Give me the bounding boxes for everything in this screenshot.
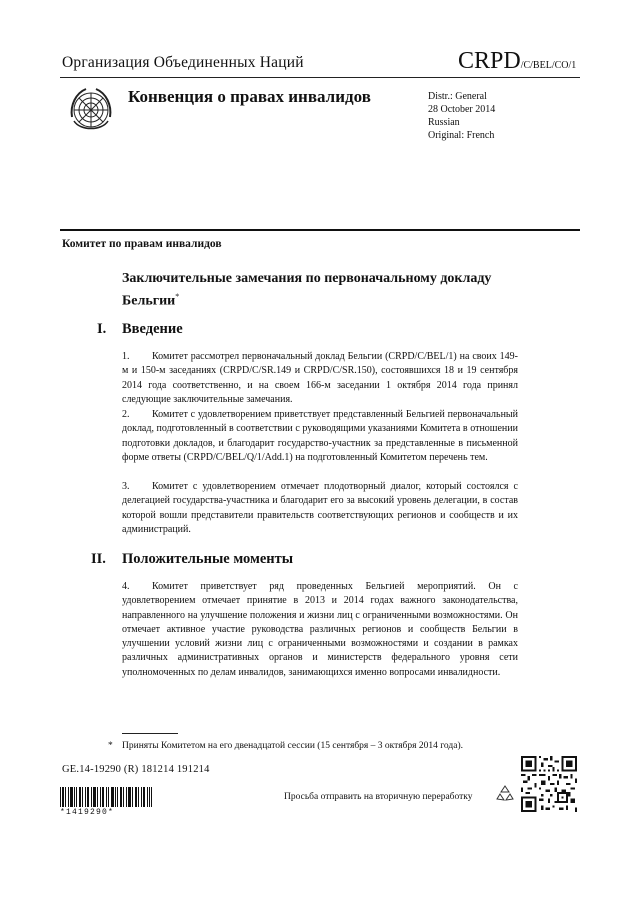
barcode-icon <box>60 787 152 807</box>
date-line: 28 October 2014 <box>428 104 496 115</box>
paragraph-number: 2. <box>122 409 130 420</box>
footnote-rule <box>122 733 178 734</box>
job-number: GE.14-19290 (R) 181214 191214 <box>62 764 210 775</box>
header-rule <box>60 77 580 78</box>
section-title: Положительные моменты <box>122 551 294 567</box>
organization-name: Организация Объединенных Наций <box>62 54 304 71</box>
barcode-text: *1419290* <box>60 808 115 817</box>
paragraph-text: Комитет приветствует ряд проведенных Бельгией мероприятий. Он с удовлетворением отмечает принятие в 2013 и 2014 годах важного законодательства, направленного на улучшение положения и жизни лиц с ограниченными возможностями. Он отмечает активное участие руководства различных регионов и сообществ Бельгии в улучшении условий жизни лиц с ограниченными возможностями и создании в рамках различных административных органов и министерств федерального уровня сети уполномоченных по делам инвалидов, занимающихся именно вопросами инвалидности. <box>122 581 518 678</box>
un-emblem-icon <box>64 83 118 137</box>
document-symbol <box>458 48 576 75</box>
document-title <box>122 270 522 311</box>
paragraph <box>122 480 518 537</box>
paragraph-number: 4. <box>122 581 130 592</box>
document-title-footnote-mark: * <box>175 292 180 301</box>
document-title-text: Заключительные замечания по первоначальному докладу Бельгии <box>122 271 492 309</box>
paragraph-number: 1. <box>122 351 130 362</box>
paragraph <box>122 580 518 680</box>
paragraph-number: 3. <box>122 481 130 492</box>
qr-code-icon <box>521 756 577 812</box>
recycle-note: Просьба отправить на вторичную переработку <box>284 792 473 802</box>
section-number: I. <box>97 321 107 337</box>
symbol-suffix: /C/BEL/CO/1 <box>520 60 577 71</box>
convention-title: Конвенция о правах инвалидов <box>128 87 371 106</box>
footnote-mark: * <box>108 741 113 751</box>
paragraph <box>122 408 518 465</box>
footnote <box>108 741 528 751</box>
recycle-icon <box>496 784 514 802</box>
footnote-text: Приняты Комитетом на его двенадцатой сессии (15 сентября – 3 октября 2014 года). <box>122 741 463 751</box>
title-rule <box>60 229 580 231</box>
language-line: Russian <box>428 117 460 128</box>
paragraph-text: Комитет рассмотрел первоначальный доклад Бельгии (CRPD/C/BEL/1) на своих 149-м и 150-м заседаниях (CRPD/C/SR.149 и CRPD/C/SR.150), состоявшихся 18 и 19 сентября 2014 года соответственно, и на своем 166-м заседании 1 октября 2014 года принял следующие заключительные замечания. <box>122 351 518 405</box>
paragraph <box>122 350 518 407</box>
distribution-block <box>428 90 495 142</box>
paragraph-text: Комитет с удовлетворением отмечает плодотворный диалог, который состоялся с делегацией государства-участника и благодарит его за высокий уровень делегации, в состав которой вошли представители правительств соответствующих регионов и сообществ и их администраций. <box>122 481 518 535</box>
committee-name: Комитет по правам инвалидов <box>62 238 222 250</box>
section-number: II. <box>91 551 106 567</box>
distr-line: Distr.: General <box>428 91 487 102</box>
original-line: Original: French <box>428 130 495 141</box>
symbol-main: CRPD <box>458 48 521 74</box>
paragraph-text: Комитет с удовлетворением приветствует представленный Бельгией первоначальный доклад, подготовленный в соответствии с руководящими указаниями Комитета в отношении подготовки докладов, и благодарит государство-участник за представленные в письменной форме ответы (CRPD/C/BEL/Q/1/Add.1) на подготовленный Комитетом перечень тем. <box>122 409 518 463</box>
section-title: Введение <box>122 321 183 337</box>
